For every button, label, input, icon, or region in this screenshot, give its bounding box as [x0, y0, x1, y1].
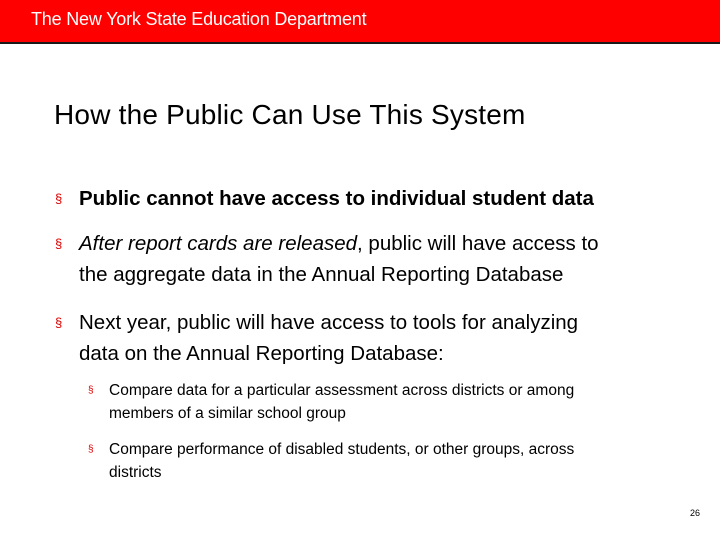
- bullet-2-italic: After report cards are released: [79, 232, 358, 255]
- bullet-2-line2: the aggregate data in the Annual Reporting Database: [79, 263, 564, 286]
- sub-bullet-1-text: [109, 379, 684, 425]
- header-bar: [0, 0, 720, 44]
- bullet-2-line1: [79, 232, 599, 255]
- page-number: 26: [690, 508, 701, 518]
- sub-bullet-marker: §: [88, 444, 94, 455]
- bullet-2-rest: , public will have access to: [357, 232, 599, 255]
- bullet-3-line1: Next year, public will have access to tools for analyzing: [79, 311, 579, 334]
- sub-bullet-marker: §: [88, 385, 94, 396]
- bullet-1-text: Public cannot have access to individual student data: [79, 187, 594, 210]
- sub-bullet-2-line2: districts: [109, 464, 162, 481]
- bullet-marker: §: [55, 191, 63, 206]
- bullet-3-line2: data on the Annual Reporting Database:: [79, 342, 444, 365]
- sub-bullet-2-line1: Compare performance of disabled students, or other groups, across: [109, 441, 575, 458]
- sub-bullet-2-text: [109, 438, 684, 484]
- bullet-3-text: [79, 307, 699, 369]
- bullet-marker: §: [55, 236, 63, 251]
- slide-title: How the Public Can Use This System: [54, 99, 526, 130]
- header-title: The New York State Education Department: [31, 9, 367, 29]
- sub-bullet-1-line2: members of a similar school group: [109, 405, 346, 422]
- bullet-2-text: [79, 228, 699, 290]
- sub-bullet-1-line1: Compare data for a particular assessment across districts or among: [109, 382, 575, 399]
- bullet-marker: §: [55, 315, 63, 330]
